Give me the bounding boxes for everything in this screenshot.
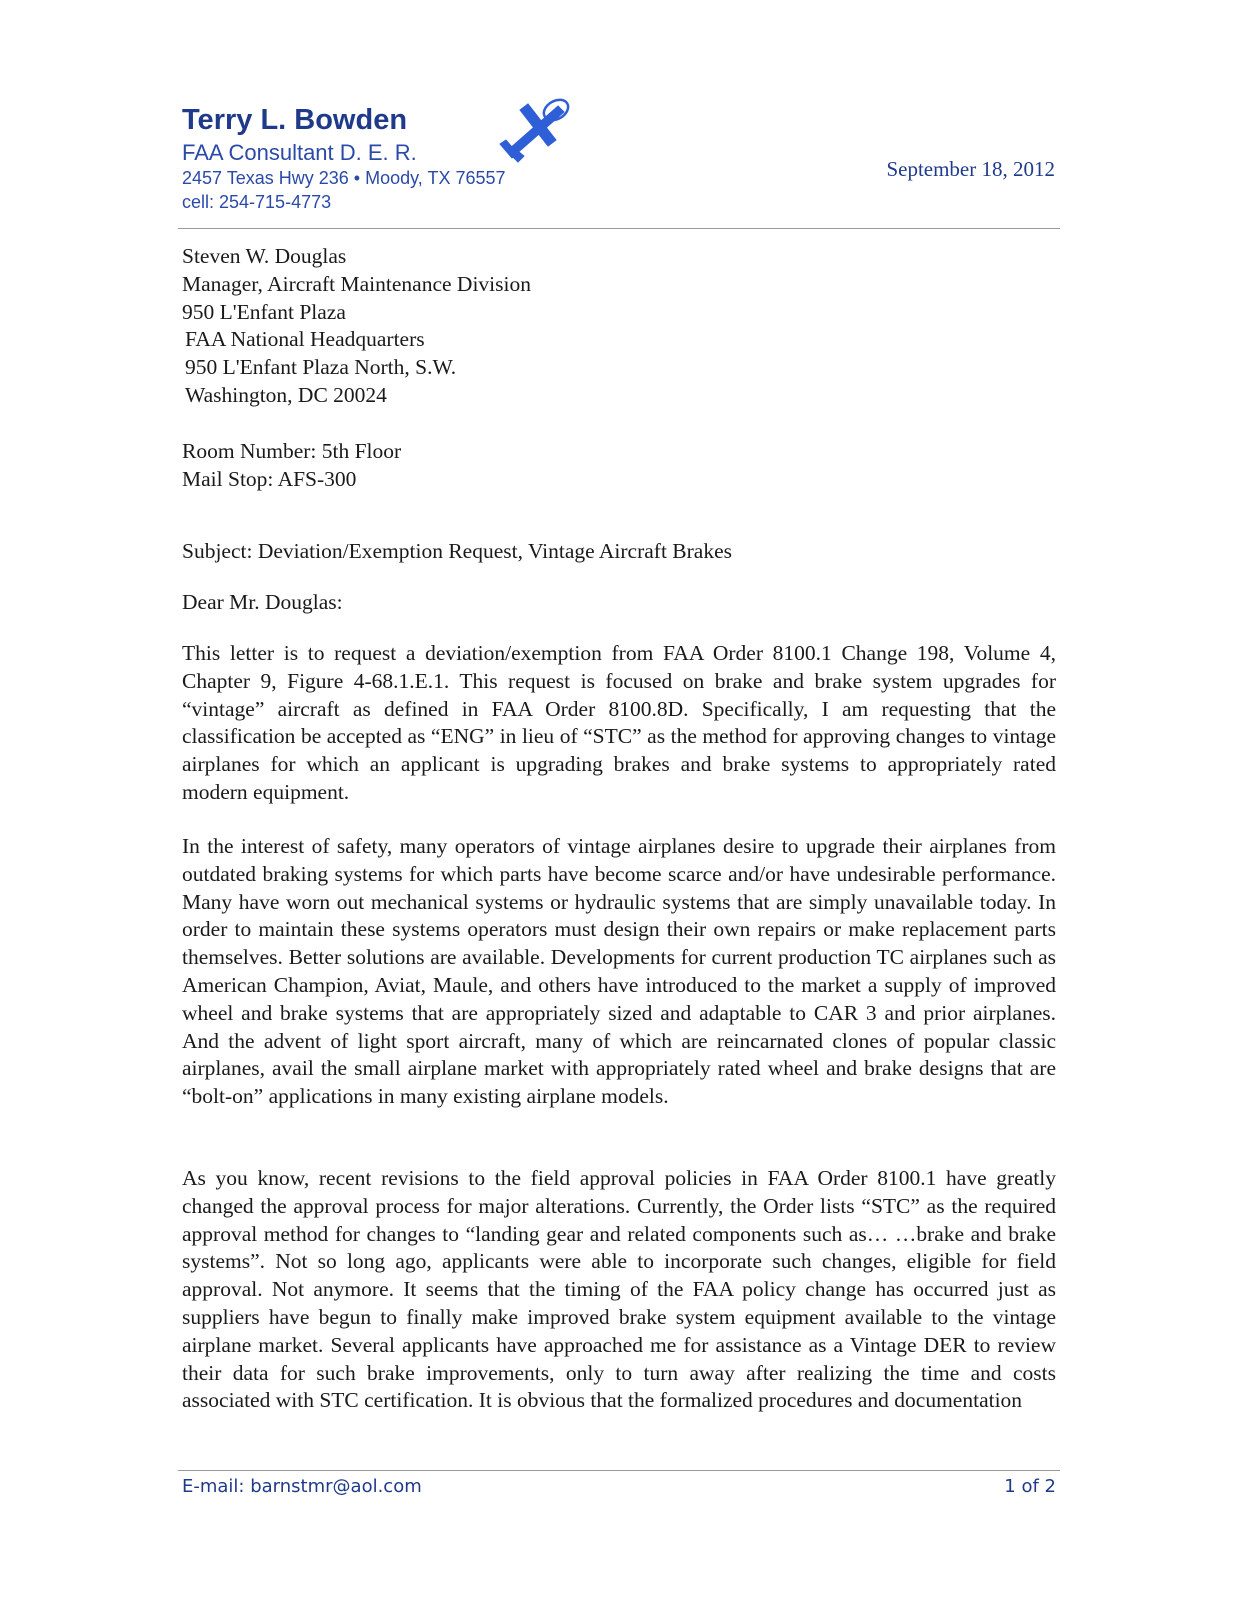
recipient-room [182,438,401,494]
header-divider [178,228,1060,229]
recipient-line: 950 L'Enfant Plaza [182,299,346,324]
sender-cell: cell: 254-715-4773 [182,192,332,212]
body-paragraph: In the interest of safety, many operators of vintage airplanes desire to upgrade their airplanes from outdated braking systems for which parts have become scarce and/or have undesirable performance. Many have worn out mechanical systems or hydraulic systems that are simply unavailable today. In order to maintain these systems operators must design their own repairs or make replacement parts themselves. Better solutions are available. Developments for current production TC airplanes such as American Champion, Aviat, Maule, and others have introduced to the market a supply of improved wheel and brake systems that are appropriately sized and adaptable to CAR 3 and prior airplanes. And the advent of light sport aircraft, many of which are reincarnated clones of popular classic airplanes, avail the small airplane market with appropriately rated wheel and brake designs that are “bolt-on” applications in many existing airplane models. [182,834,1056,1109]
footer-email: E-mail: barnstmr@aol.com [182,1476,422,1497]
room-number: Room Number: 5th Floor [182,439,402,463]
subject-line: Subject: Deviation/Exemption Request, Vintage Aircraft Brakes [182,539,733,563]
sender-address: 2457 Texas Hwy 236 • Moody, TX 76557 [182,168,506,188]
recipient-address [182,243,531,410]
page-number: 1 of 2 [1004,1476,1056,1497]
salutation: Dear Mr. Douglas: [182,590,343,614]
footer-divider [178,1470,1060,1471]
sender-name: Terry L. Bowden [182,104,408,136]
recipient-line: 950 L'Enfant Plaza North, S.W. [185,355,457,380]
airplane-icon [494,90,586,170]
recipient-line: FAA National Headquarters [185,327,425,352]
recipient-line: Manager, Aircraft Maintenance Division [182,271,531,296]
body-paragraph: As you know, recent revisions to the field approval policies in FAA Order 8100.1 have greatly changed the approval process for major alterations. Currently, the Order lists “STC” as the required approval method for changes to “landing gear and related components such as… …brake and brake systems”. Not so long ago, applicants were able to incorporate such changes, eligible for field approval. Not anymore. It seems that the timing of the FAA policy change has occurred just as suppliers have begun to finally make improved brake system equipment available to the vintage airplane market. Several applicants have approached me for assistance as a Vintage DER to review their data for such brake improvements, only to turn away after realizing the time and costs associated with STC certification. It is obvious that the formalized procedures and documentation [182,1166,1056,1413]
recipient-line: Steven W. Douglas [182,244,347,268]
recipient-line: Washington, DC 20024 [185,382,387,407]
body-paragraph: This letter is to request a deviation/exemption from FAA Order 8100.1 Change 198, Volume 4, Chapter 9, Figure 4-68.1.E.1. This request is focused on brake and brake system upgrades for “vintage” aircraft as defined in FAA Order 8100.8D. Specifically, I am requesting that the classification be accepted as “ENG” in lieu of “STC” as the method for approving changes to vintage airplanes for which an applicant is upgrading brakes and brake systems to appropriately rated modern equipment. [182,641,1056,804]
letter-date: September 18, 2012 [886,157,1055,181]
sender-title: FAA Consultant D. E. R. [182,140,417,165]
mail-stop: Mail Stop: AFS-300 [182,466,357,491]
